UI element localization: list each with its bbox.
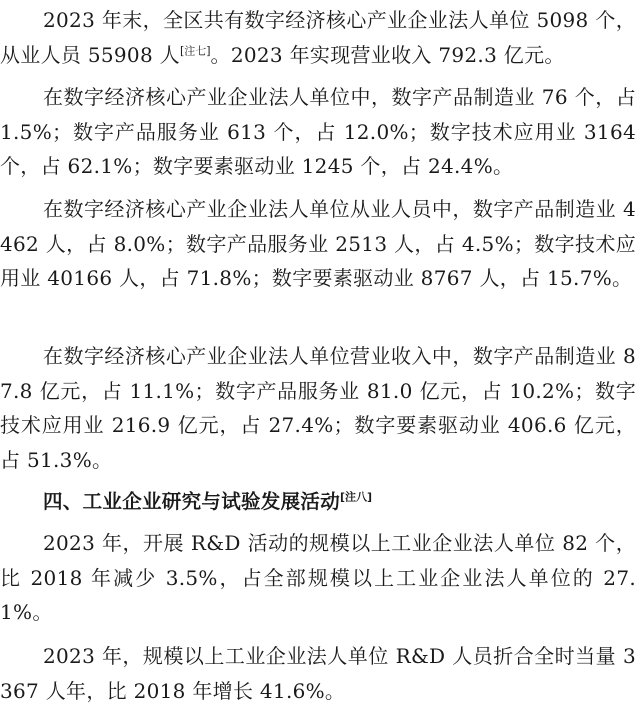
paragraph-text: 在数字经济核心产业企业法人单位中，数字产品制造业 76 个，占 1.5%；数字产品服务业 613 个，占 12.0%；数字技术应用业 3164 个，占 62.1%；数字要素驱动业 1245 个，占 24.4%。 bbox=[0, 85, 636, 179]
paragraph-employees-breakdown bbox=[0, 192, 636, 296]
paragraph-revenue-breakdown bbox=[0, 339, 636, 477]
paragraph-rd-enterprises bbox=[0, 526, 636, 630]
section-heading-text: 四、工业企业研究与试验发展活动 bbox=[43, 490, 341, 513]
paragraph-digital-economy-summary bbox=[0, 3, 636, 72]
paragraph-text: 在数字经济核心产业企业法人单位营业收入中，数字产品制造业 87.8 亿元，占 11.1%；数字产品服务业 81.0 亿元，占 10.2%；数字技术应用业 216.9 亿元，占 27.4%；数字要素驱动业 406.6 亿元，占 51.3%。 bbox=[0, 344, 636, 472]
paragraph-text-continued: 。2023 年实现营业收入 792.3 亿元。 bbox=[210, 42, 565, 67]
section-heading bbox=[43, 485, 372, 520]
paragraph-units-breakdown bbox=[0, 80, 636, 184]
paragraph-text: 2023 年，规模以上工业企业法人单位 R&D 人员折合全时当量 3367 人年，比 2018 年增长 41.6%。 bbox=[0, 644, 636, 703]
footnote-marker: [注七] bbox=[179, 43, 211, 57]
paragraph-rd-personnel bbox=[0, 639, 636, 708]
paragraph-text: 2023 年末，全区共有数字经济核心产业企业法人单位 5098 个，从业人员 55908 人 bbox=[0, 8, 636, 67]
paragraph-text: 2023 年，开展 R&D 活动的规模以上工业企业法人单位 82 个，比 2018 年减少 3.5%，占全部规模以上工业企业法人单位的 27.1%。 bbox=[0, 531, 636, 625]
footnote-marker: [注八] bbox=[340, 490, 373, 504]
paragraph-text: 在数字经济核心产业企业法人单位从业人员中，数字产品制造业 4462 人，占 8.0%；数字产品服务业 2513 人，占 4.5%；数字技术应用业 40166 人，占 71.8%；数字要素驱动业 8767 人，占 15.7%。 bbox=[0, 197, 636, 291]
